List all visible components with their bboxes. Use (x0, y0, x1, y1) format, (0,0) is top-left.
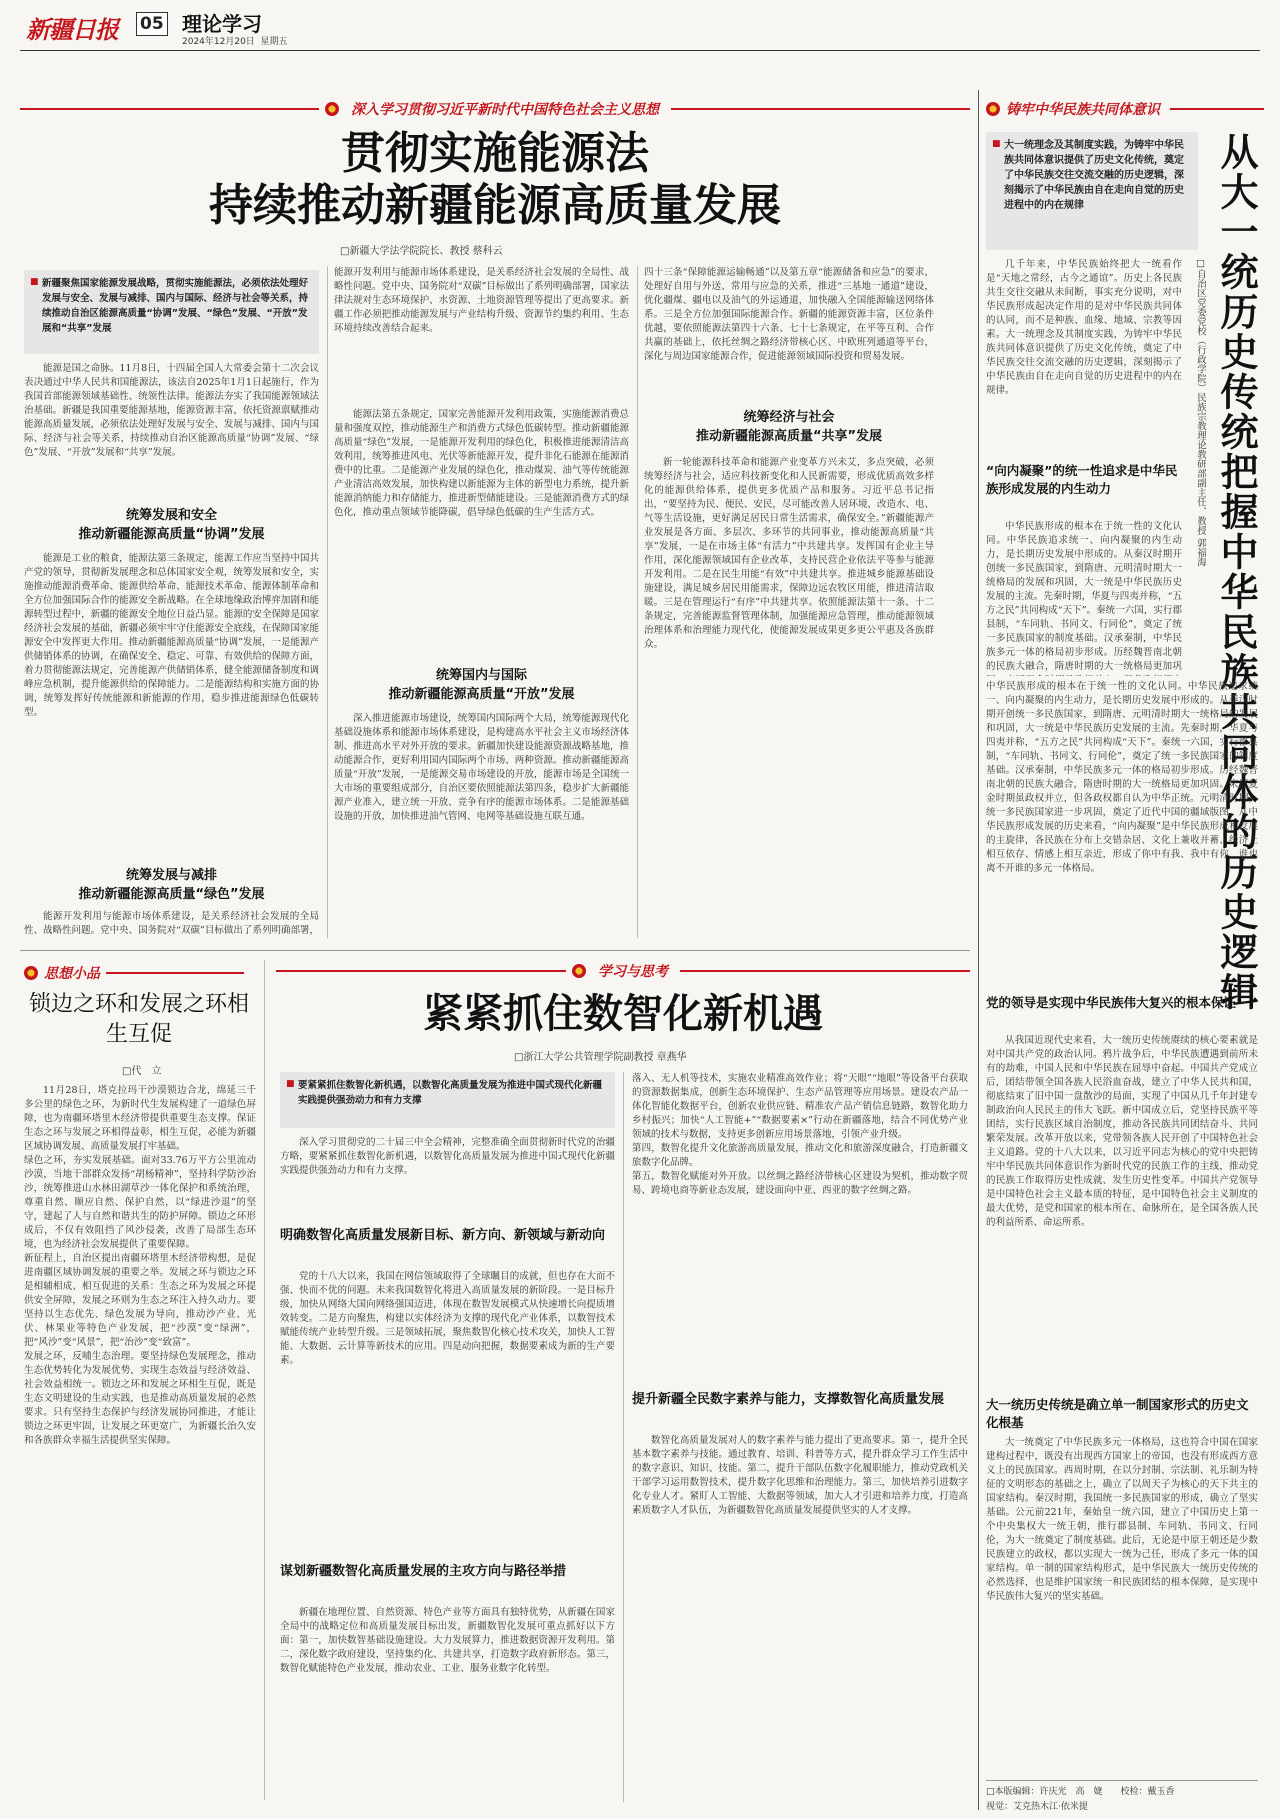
essay-divider (264, 960, 265, 1800)
credits-rule (986, 1780, 1258, 1781)
study-intro: 深入学习贯彻党的二十届三中全会精神，完整准确全面贯彻新时代党的治疆方略，要紧紧抓住数智化新机遇，以数智化高质量发展为推进中国式现代化新疆实践提供强劲动力和有力支撑。 (280, 1137, 615, 1176)
tag-title: 学习与思考 (592, 961, 674, 981)
designer-credits: 视觉：艾克热木江·依米提 (986, 1802, 1088, 1812)
col3-text-b: 新一轮能源科技革命和能源产业变革方兴未艾，多点突破，必须统筹经济与社会，适应科技新变化和人民新需要，形成优质高效多样化的能源供给体系，提供更多优质产品和服务。习近平总书记指出，“要坚持为民、便民、安民，尽可能改善人居环境，改造水、电、气等生活设施，更好满足居民日常生活需求，确保安全。”新疆能源产业发展是各方面、多层次、多环节的共同事业，推动能源高质量“共享”发展，一是在市场主体“有活力”中共建共享。发挥国有企业主导作用，深化能源领域国有企业改革，支持民营企业依法平等参与能源开发利用。二是在民生用能“有效”中共建共享。推进城乡能源基础设施建设，满足城乡居民用能需求，保障边远农牧区用能，推进清洁取暖。三是在管理运行“有序”中共建共享。依照能源法第十一条、十二条规定，完善能源监督管理体制，加强能源应急管理，推动能源领域治理体系和治理能力现代化，使能源发展成果更多更公平惠及各族群众。 (644, 457, 934, 650)
right-heading-1: “向内凝聚”的统一性追求是中华民族形成发展的内生动力 (986, 463, 1178, 496)
col-divider-2 (637, 266, 638, 938)
tag-line-right (671, 108, 970, 110)
study-tag-bar (276, 958, 970, 984)
study-text-2: 新疆在地理位置、自然资源、特色产业等方面具有独特优势，从新疆在国家全局中的战略定位和高质量发展目标出发，新疆数智化发展可重点抓好以下方面：第一，加快数智基础设施建设。大力发展算力，推进数据资源开发利用。第二，深化数字政府建设，坚持集约化、共建共享，打造数字政府新形态。第三，数智化赋能特色产业发展，推动农业、工业、服务业数字化转型。 (280, 1607, 615, 1674)
heading-open: 统筹国内与国际 推动新疆能源高质量“开放”发展 (388, 668, 575, 702)
article-title (20, 128, 970, 232)
heading-green: 统筹发展与减排 推动新疆能源高质量“绿色”发展 (78, 868, 265, 902)
article-author: □新疆大学法学院院长、教授 蔡科云 (340, 246, 503, 257)
col-divider-1 (327, 266, 328, 938)
editor-credits: □本版编辑：许庆光 高 婕 校检：戴玉香 (986, 1787, 1175, 1797)
masthead-logo: 新疆日报 (26, 15, 118, 44)
flower-icon (325, 102, 339, 116)
right-author: □自治区党委党校（行政学院）民族宗教理论教研部副主任、教授 郭福海 (1195, 258, 1206, 567)
right-heading-2: 党的领导是实现中华民族伟大复兴的根本保证 (986, 995, 1237, 1010)
right-title: 从大一统历史传统把握中华民族共同体的历史逻辑 (1214, 132, 1258, 1012)
right-text-1: 中华民族形成的根本在于统一性的文化认同。中华民族追求统一、向内凝聚的内生动力，是长期历史发展中形成的。从秦汉时期开创统一多民族国家，到隋唐、元明清时期大一统格局的发展和巩固，大一统是中华民族历史发展的主流。先秦时期，华夏与四夷并称，“五方之民”共同构成“天下”。秦统一六国，实行郡县制，“车同轨、书同文、行同伦”，奠定了统一多民族国家的制度基础。汉承秦制，中华民族多元一体的格局初步形成。历经魏晋南北朝的民族大融合，隋唐时期的大一统格局更加巩 (986, 521, 1182, 672)
study-col2-text: 落入、无人机等技术，实施农业精准高效作业；将“天眼”“地眼”等设备平台获取的资源数据集成，创新生态环境保护、生态产品管理等应用场景。建设农产品一体化智能化数据平台，创新农业供应链、精准农产品产销信息链路，数智化助力乡村振兴；加快“人工智能+”“数据要素×”行动在新疆落地，结合不同优势产业领域的技术与数据，支持更多创新应用场景落地，引领产业升级。 第四，数智化提升文化旅游高质量发展，推动文化和旅游深度融合，打造新疆文旅数字化品牌。 第五，数智化赋能对外开放。以丝绸之路经济带核心区建设为契机，推动数字贸易、跨境电商等新业态发展，建设面向中亚、西亚的数字丝绸之路。 (632, 1073, 968, 1196)
right-text-2: 从我国近现代史来看，大一统历史传统赓续的核心要素就是对中国共产党的政治认同。鸦片战争后，中华民族遭遇到前所未有的劫难，中国人民和中华民族在屈辱中奋起。中国共产党成立后，团结带领全国各族人民浴血奋战，建立了中华人民共和国，彻底结束了旧中国一盘散沙的局面，实现了中国从几千年封建专制政治向人民民主的伟大飞跃。新中国成立后，党坚持民族平等团结，实行民族区域自治制度，推动各民族共同团结奋斗、共同繁荣发展。改革开放以来，党带领各族人民开创了中国特色社会主义道路。党的十八大以来，以习近平同志为核心的党中央把铸牢中华民族共同体意识作为新时代党的民族工作的主线，推动党的民族工作取得历史性成就、发生历史性变革。中国共产党领导是中国特色社会主义最本质的特征，是中国特色社会主义制度的最大优势，是党和国家的根本所在、命脉所在，是全国各族人民的利益所系、命运所系。 (986, 1035, 1258, 1228)
col3-text-a: 四十三条“保障能源运输畅通”以及第五章“能源储备和应急”的要求，处理好自用与外送、常用与应急的关系，推进“三基地一通道”建设，优化疆煤、疆电以及油气的外运通道，加快融入全国能源输送网络体系。三是全方位加强国际能源合作。新疆的能源资源丰富，区位条件优越，要依照能源法第四十六条、七十七条规定，在平等互利、合作共赢的基础上，依托丝绸之路经济带核心区、中欧班列通道等平台，深化与周边国家能源合作，促进能源领域国际投资和贸易发展。 (644, 267, 934, 362)
weekday-text: 星期五 (260, 37, 288, 47)
study-text-1: 党的十八大以来，我国在网信领域取得了全球瞩目的成就，但也存在大而不强、快而不优的问题。未来我国数智化将进入高质量发展的新阶段。一是目标升级，加快从网络大国向网络强国迈进，体现在数智发展模式从快速增长向提质增效转变。二是方向聚焦，构建以实体经济为支撑的现代化产业体系，以数智技术赋能传统产业转型升级。三是领域拓展，聚焦数智化核心技术攻关，加快人工智能、大数据、云计算等新技术的应用。四是动向把握，数据要素成为新的生产要素。 (280, 1271, 615, 1366)
study-summary: ■ 要紧紧抓住数智化新机遇，以数智化高质量发展为推进中国式现代化新疆实践提供强劲动力和有力支撑 (280, 1072, 615, 1128)
essay-title: 锁边之环和发展之环相生互促 (28, 992, 249, 1047)
col2-green: 能源开发利用与能源市场体系建设，是关系经济社会发展的全局性、战略性问题。党中央、国务院对“双碳”目标做出了系列明确部署，国家法律法规对生态环境保护、水资源、土地资源管理等提出了更高要求。新疆工作必须把推动能源发展与产业结构升级、资源节约集约利用、生态环境持续改善结合起来。 (334, 267, 629, 334)
tag-title: 深入学习贯彻习近平新时代中国特色社会主义思想 (345, 99, 665, 119)
top-left-tag-bar (20, 96, 970, 122)
tag-line (1170, 108, 1264, 110)
right-summary: ■ 大一统理念及其制度实践，为铸牢中华民族共同体意识提供了历史文化传统，奠定了中华民族交往交流交融的历史逻辑，深刻揭示了中华民族由自在走向自觉的历史进程中的内在规律 (986, 132, 1198, 250)
tag-title: 铸牢中华民族共同体意识 (1006, 99, 1164, 119)
title-line-2: 持续推动新疆能源高质量发展 (209, 180, 781, 231)
study-heading-3: 提升新疆全民数字素养与能力，支撑数智化高质量发展 (632, 1392, 945, 1407)
title-line-1: 贯彻实施能源法 (341, 128, 649, 179)
top-section-rule (20, 950, 970, 951)
article-summary: ■ 新疆聚焦国家能源发展战略，贯彻实施能源法，必须依法处理好发展与安全、发展与减排、国内与国际、经济与社会等关系，持续推动自治区能源高质量“协调”发展、“绿色”发展、“开放”发展和“共享”发展 (24, 270, 319, 354)
essay-tag-bar (24, 962, 244, 984)
flower-icon (986, 102, 1000, 116)
study-text-3: 数智化高质量发展对人的数字素养与能力提出了更高要求。第一，提升全民基本数字素养与技能。通过教育、培训、科普等方式，提升群众学习工作生活中的数字意识、知识、技能。第二，提升干部队伍数字化履职能力，推动党政机关干部学习运用数智技术，提升数字化思维和治理能力。第三，加快培养引进数字化专业人才。紧盯人工智能、大数据等领域，加大人才引进和培养力度，打造高素质数字人才队伍，为新疆数智化高质量发展提供坚实的人才支撑。 (632, 1435, 968, 1516)
tag-title: 思想小品 (44, 963, 100, 983)
col2-text-b: 深入推进能源市场建设，统筹国内国际两个大局，统筹能源现代化基础设施体系和能源市场体系建设，是构建高水平社会主义市场经济体制、推进高水平对外开放的要求。新疆加快建设能源资源战略基地，推动能源合作，更好利用国内国际两个市场、两种资源。推动新疆能源高质量“开放”发展，一是能源交易市场建设的开放，能源市场是全国统一大市场的重要组成部分，自治区要依照能源法第四条，稳步扩大新疆能源产业准入，建立统一开放、竞争有序的能源市场体系。二是能源基础设施的开放，加快推进油气管网、电网等基础设施互联互通。 (334, 713, 629, 822)
right-tag-bar (986, 96, 1264, 122)
study-col-divider (623, 1072, 624, 1802)
right-heading-3: 大一统历史传统是确立单一制国家形式的历史文化根基 (986, 1397, 1249, 1430)
tag-line-left (20, 108, 319, 110)
study-heading-2: 谋划新疆数智化高质量发展的主攻方向与路径举措 (280, 1564, 567, 1579)
tag-line-left (276, 970, 566, 972)
right-column-divider (978, 90, 979, 1810)
issue-date (182, 34, 288, 47)
tag-line (106, 972, 244, 974)
heading-share: 统筹经济与社会 推动新疆能源高质量“共享”发展 (695, 410, 883, 444)
right-text-3: 大一统奠定了中华民族多元一体格局，这也符合中国在国家建构过程中，既没有出现西方国家上的帝国，也没有形成西方意义上的民族国家。西周时期，在以分封制、宗法制、礼乐制为特征的文明形态的基础之上，确立了以周天子为核心的天下共主的国家结构。秦汉时期，我国统一多民族国家的形成，确立了坚实基础。公元前221年，秦始皇一统六国，建立了中国历史上第一个中央集权大一统王朝，推行郡县制、车同轨、书同文、行同伦，为大一统奠定了制度基础。此后，无论是中原王朝还是少数民族建立的政权，都以实现大一统为己任，形成了多元一体的国家结构。单一制的国家结构形式，是中华民族大一统历史传统的必然选择，也是维护国家统一和民族团结的根本保障，是实现中华民族伟大复兴的坚实基础。 (986, 1437, 1258, 1602)
page-number: 05 (136, 12, 168, 36)
right-intro: 几千年来，中华民族始终把大一统看作是“天地之常经，古今之通谊”。历史上各民族共生交往交融从未间断，事实充分说明，对中华民族形成起决定作用的是对中华民族共同体的认同，而不是种族、血缘、地域、宗教等因素。大一统理念及其制度实践，为铸牢中华民族共同体意识提供了历史文化传统，奠定了中华民族交往交流交融的历史逻辑，深刻揭示了中华民族由自在走向自觉的历史进程中的内在规律。 (986, 259, 1182, 396)
flower-icon (24, 966, 38, 980)
page-header (20, 8, 1260, 47)
essay-body: 11月28日，塔克拉玛干沙漠锁边合龙，绵延三千多公里的绿色之环，为新时代生发展构建了一道绿色屏障，也为南疆环塔里木经济带提供重要生态支撑。保证生态之环与发展之环相得益彰，相生互促，必能为新疆区域协调发展、高质量发展打牢基础。 绿色之环，夯实发展基础。面对33.76万平方公里流动沙漠，当地干部群众发扬“胡杨精神”，坚持科学防沙治沙，统筹推进山水林田湖草沙一体化保护和系统治理，尊重自然、顺应自然、保护自然，以“绿进沙退”的坚守，建起了人与自然和谐共生的防护屏障。锁边之环形成后，不仅有效阻挡了风沙侵袭，改善了局部生态环境，也为经济社会发展提供了重要保障。 新征程上，自治区提出南疆环塔里木经济带构想，是促进南疆区域协调发展的重要之举。发展之环与锁边之环是相辅相成、相互促进的关系：生态之环为发展之环提供安全屏障，发展之环则为生态之环注入持久动力。要坚持以生态优先、绿色发展为导向，推动沙产业、光伏、林果业等特色产业发展，把“沙漠”变“绿洲”，把“风沙”变“风景”，把“治沙”变“致富”。 发展之环，反哺生态治理。要坚持绿色发展理念，推动生态优势转化为发展优势，实现生态效益与经济效益、社会效益相统一。锁边之环和发展之环相生互促，既是生态文明建设的生动实践，也是推动高质量发展的必然要求。只有坚持生态保护与经济发展协同推进，才能让锁边之环更牢固，让发展之环更宽广，为新疆长治久安和各族群众幸福生活提供坚实保障。 (24, 1085, 256, 1446)
col2-text-a: 能源法第五条规定，国家完善能源开发利用政策，实施能源消费总量和强度双控，推动能源生产和消费方式绿色低碳转型。推动新疆能源高质量“绿色”发展，一是能源开发利用的绿色化，积极推进能源清洁高效利用，统筹推进风电、光伏等新能源开发，提升非化石能源在能源消费中的比重。二是能源产业发展的绿色化，推动煤炭、油气等传统能源产业清洁高效发展，加快构建以新能源为主体的新型电力系统，提升新能源消纳能力和存储能力，推进新型储能建设。三是能源消费方式的绿色化，推动重点领域节能降碳，倡导绿色低碳的生产生活方式。 (334, 409, 629, 518)
tag-line-right (680, 970, 970, 972)
study-author: □浙江大学公共管理学院副教授 章燕华 (514, 1052, 687, 1063)
heading-coord: 统筹发展和安全 推动新疆能源高质量“协调”发展 (78, 508, 265, 542)
essay-author: □代 立 (122, 1066, 162, 1077)
study-title: 紧紧抓住数智化新机遇 (423, 991, 823, 1037)
study-heading-1: 明确数智化高质量发展新目标、新方向、新领域与新动向 (280, 1228, 606, 1243)
date-text: 2024年12月20日 (182, 37, 255, 47)
col1-intro: 能源是国之命脉。11月8日，十四届全国人大常委会第十二次会议表决通过中华人民共和国能源法，该法自2025年1月1日起施行，作为我国首部能源领域基础性、统领性法律。能源法夯实了我国能源领域法治基础。新疆是我国重要能源基地，能源资源丰富，依托资源禀赋推动能源高质量发展，必须依法处理好发展与安全、发展与减排、国内与国际、经济与社会等关系，持续推动自治区能源高质量“协调”发展、“绿色”发展、“开放”发展和“共享”发展。 (24, 363, 319, 458)
flower-icon (572, 964, 586, 978)
section-name: 理论学习 (182, 12, 262, 36)
right-text-1-wide: 中华民族形成的根本在于统一性的文化认同。中华民族追求统一、向内凝聚的内生动力，是长期历史发展中形成的。从秦汉时期开创统一多民族国家，到隋唐、元明清时期大一统格局的发展和巩固，大一统是中华民族历史发展的主流。先秦时期，华夏与四夷并称，“五方之民”共同构成“天下”。秦统一六国，实行郡县制，“车同轨、书同文、行同伦”，奠定了统一多民族国家的制度基础。汉承秦制，中华民族多元一体的格局初步形成。历经魏晋南北朝的民族大融合，隋唐时期的大一统格局更加巩固。宋辽夏金时期虽政权并立，但各政权都自认为中华正统。元明清时期，统一多民族国家进一步巩固，奠定了近代中国的疆域版图。从中华民族形成发展的历史来看，“向内凝聚”是中华民族形成和发展的主旋律，各民族在分布上交错杂居、文化上兼收并蓄、经济上相互依存、情感上相互亲近，形成了你中有我、我中有你、谁也离不开谁的多元一体格局。 (986, 681, 1258, 874)
col1-green: 能源开发利用与能源市场体系建设，是关系经济社会发展的全局性、战略性问题。党中央、国务院对“双碳”目标做出了系列明确部署， (24, 911, 319, 936)
col1-coord: 能源是工业的粮食，能源法第三条规定，能源工作应当坚持中国共产党的领导，贯彻新发展理念和总体国家安全观，统筹发展和安全，实施推动能源消费革命、能源供给革命、能源技术革命、能源体制革命和全方位加强国际合作的能源安全新战略。在全球地缘政治博弈加剧和能源转型过程中，新疆的能源安全地位日益凸显。能源的安全保障是国家经济社会发展的基础，新疆必须牢牢守住能源安全底线，在保障国家能源安全中发挥更大作用。推动新疆能源高质量“协调”发展，一是能源产供储销体系的协调，在确保安全、稳定、可靠、有效供给的保障方面，着力贯彻能源法规定，完善能源产供储销体系，健全能源储备制度和调峰应急机制，提升能源供给的保障能力。二是能源结构和实施方面的协调，统筹发挥好传统能源和新能源的作用，稳步推进能源绿色低碳转型。 (24, 553, 319, 718)
header-rule (20, 50, 1260, 51)
